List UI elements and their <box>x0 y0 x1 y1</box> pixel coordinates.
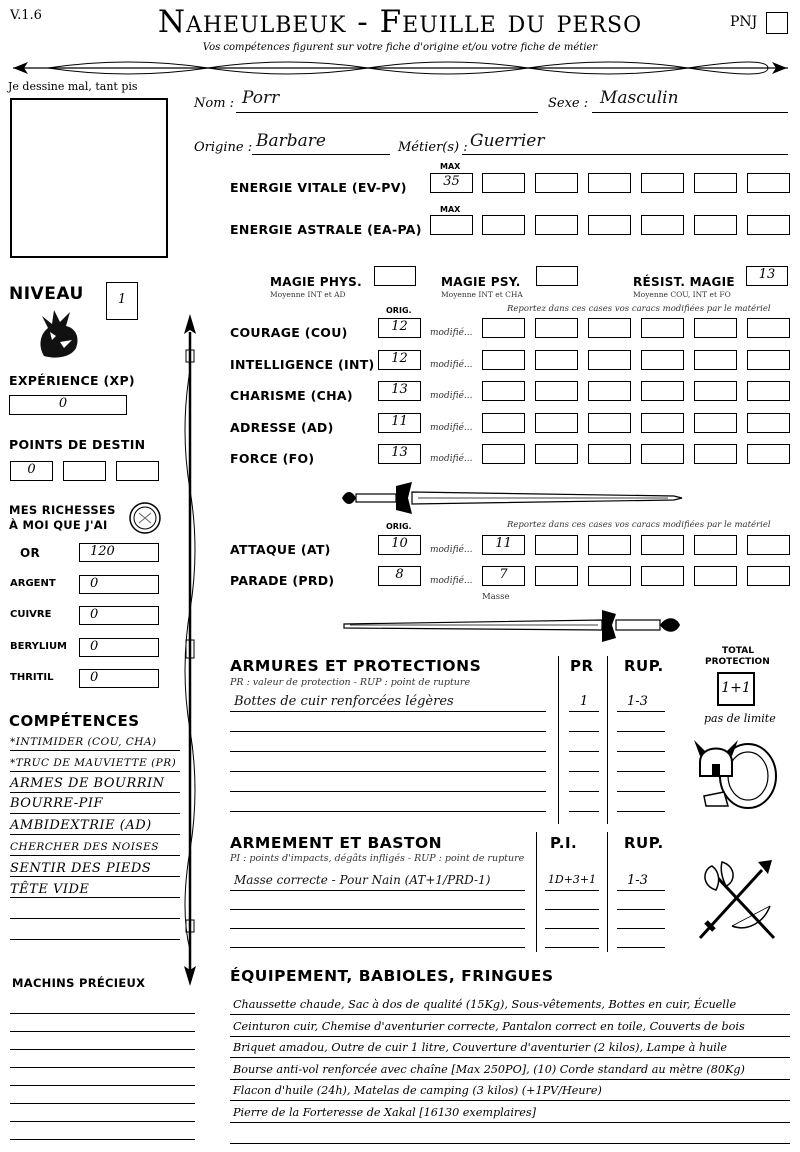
machin-line[interactable] <box>10 1013 195 1014</box>
ea-label: ENERGIE ASTRALE (EA-PA) <box>230 222 422 237</box>
ea-max-label: MAX <box>440 205 461 214</box>
competence-item[interactable]: BOURRE-PIF <box>10 796 104 811</box>
helmet-shield-icon <box>694 726 780 812</box>
metier-label: Métier(s) : <box>398 140 468 155</box>
carac-orig-value: 13 <box>391 445 408 460</box>
machins-label: MACHINS PRÉCIEUX <box>12 976 146 990</box>
machin-line[interactable] <box>10 1121 195 1122</box>
portrait-frame[interactable] <box>10 98 168 258</box>
experience-label: EXPÉRIENCE (XP) <box>9 373 135 388</box>
carac-orig-value: 12 <box>391 319 408 334</box>
armement-title: ARMEMENT ET BASTON <box>230 834 443 852</box>
at-mod-box[interactable] <box>588 535 631 555</box>
ea-track-box[interactable] <box>747 215 790 235</box>
richesse-label: ARGENT <box>10 577 56 589</box>
carac-mod-box[interactable] <box>482 350 525 370</box>
carac-mod-box[interactable] <box>535 413 578 433</box>
ea-track-box[interactable] <box>482 215 525 235</box>
carac-mod-box[interactable] <box>535 381 578 401</box>
carac-mod-box[interactable] <box>588 350 631 370</box>
richesse-value: 0 <box>90 670 99 685</box>
carac-mod-box[interactable] <box>535 350 578 370</box>
carac-mod-box[interactable] <box>747 381 790 401</box>
sexe-label: Sexe : <box>548 96 589 111</box>
ev-track-box[interactable] <box>588 173 631 193</box>
at-mod-box[interactable] <box>694 535 737 555</box>
carac-mod-box[interactable] <box>535 318 578 338</box>
niveau-value: 1 <box>117 292 127 307</box>
attaque-orig-value: 10 <box>391 536 408 551</box>
carac-modifie-label: modifié... <box>430 422 473 433</box>
carac-mod-box[interactable] <box>641 318 684 338</box>
destin-box[interactable] <box>63 461 106 481</box>
ev-track-box[interactable] <box>747 173 790 193</box>
richesses-label-1: MES RICHESSES <box>9 503 116 517</box>
sexe-value[interactable]: Masculin <box>600 88 679 108</box>
prd-mod-value: 7 <box>499 567 508 582</box>
machin-line[interactable] <box>10 1031 195 1032</box>
arme-rup[interactable]: 1-3 <box>627 873 648 888</box>
prd-mod-box[interactable] <box>694 566 737 586</box>
carac-mod-box[interactable] <box>747 350 790 370</box>
armures-legend: PR : valeur de protection - RUP : point de rupture <box>230 677 471 688</box>
machin-line[interactable] <box>10 1139 195 1140</box>
competence-item[interactable]: *INTIMIDER (COU, CHA) <box>10 736 157 748</box>
resist-magie-label: RÉSIST. MAGIE <box>633 275 735 289</box>
ea-track-box[interactable] <box>588 215 631 235</box>
parade-label: PARADE (PRD) <box>230 573 335 588</box>
ea-max-box[interactable] <box>430 215 473 235</box>
armement-col-rup: RUP. <box>624 834 664 852</box>
resist-magie-note: Moyenne COU, INT et FO <box>633 290 731 299</box>
carac-modifie-label: modifié... <box>430 391 473 401</box>
competence-item[interactable]: CHERCHER DES NOISES <box>10 841 159 853</box>
richesse-label: THRITIL <box>10 672 54 683</box>
carac-label: FORCE (FO) <box>230 451 315 466</box>
carac-label: CHARISME (CHA) <box>230 388 353 403</box>
carac-mod-box[interactable] <box>482 444 525 464</box>
ea-track-box[interactable] <box>535 215 578 235</box>
total-protection-note: pas de limite <box>704 712 776 725</box>
ev-max-value: 35 <box>443 174 460 189</box>
carac-mod-box[interactable] <box>588 444 631 464</box>
carac-orig-value: 11 <box>391 413 408 429</box>
arme-name[interactable]: Masse correcte - Pour Nain (AT+1/PRD-1) <box>234 873 491 887</box>
carac-orig-value: 13 <box>391 382 408 397</box>
sword-icon <box>338 480 684 516</box>
armures-col-pr: PR <box>570 657 594 675</box>
machin-line[interactable] <box>10 1103 195 1104</box>
origine-label: Origine : <box>194 140 253 155</box>
carac-mod-box[interactable] <box>641 413 684 433</box>
equipement-title: ÉQUIPEMENT, BABIOLES, FRINGUES <box>230 967 554 985</box>
arme-pi[interactable]: 1D+3+1 <box>547 873 597 886</box>
total-label-1: TOTAL <box>722 646 754 656</box>
prd-mod-box[interactable] <box>641 566 684 586</box>
sheet-title: Naheulbeuk - Feuille du perso <box>157 4 643 40</box>
magie-psy-label: MAGIE PSY. <box>441 275 521 289</box>
origine-value[interactable]: Barbare <box>256 131 326 151</box>
ea-track-box[interactable] <box>641 215 684 235</box>
richesse-label: BERYLIUM <box>10 640 68 652</box>
armement-legend: PI : points d'impacts, dégâts infligés - RUP : point de rupture <box>230 853 525 864</box>
prd-mod-box[interactable] <box>747 566 790 586</box>
carac-mod-box[interactable] <box>694 318 737 338</box>
pnj-checkbox[interactable] <box>766 12 788 34</box>
magie-phys-box[interactable] <box>374 266 416 286</box>
richesse-value: 0 <box>90 607 99 622</box>
prd-mod-box[interactable] <box>535 566 578 586</box>
carac-orig-value: 12 <box>391 350 408 366</box>
carac-mod-box[interactable] <box>588 413 631 433</box>
carac-label: COURAGE (COU) <box>230 325 348 340</box>
destin-box[interactable] <box>116 461 159 481</box>
ev-track-box[interactable] <box>535 173 578 193</box>
attaque-label: ATTAQUE (AT) <box>230 542 331 557</box>
richesse-value: 120 <box>90 544 115 559</box>
carac-mod-box[interactable] <box>747 318 790 338</box>
richesses-label-2: À MOI QUE J'AI <box>9 518 108 532</box>
destin-label: POINTS DE DESTIN <box>9 437 146 452</box>
magie-psy-box[interactable] <box>536 266 578 286</box>
ea-track-box[interactable] <box>694 215 737 235</box>
portrait-caption: Je dessine mal, tant pis <box>8 80 138 93</box>
armure-rup[interactable]: 1-3 <box>627 694 648 709</box>
at-mod-box[interactable] <box>641 535 684 555</box>
richesse-label: CUIVRE <box>10 609 52 620</box>
version-label: V.1.6 <box>10 8 42 23</box>
resist-magie-value: 13 <box>758 267 776 282</box>
crossed-weapons-icon <box>692 856 782 942</box>
armure-name[interactable]: Bottes de cuir renforcées légères <box>234 694 454 709</box>
equipement-line[interactable]: Briquet amadou, Outre de cuir 1 litre, Couverture d'aventurier (2 kilos), Lampe à huile <box>233 1041 728 1054</box>
sword-icon <box>340 606 684 644</box>
nom-label: Nom : <box>194 96 235 111</box>
combat-orig-label: ORIG. <box>386 522 412 531</box>
equipement-line[interactable]: Bourse anti-vol renforcée avec chaîne [Max 250PO], (10) Corde standard au mètre (80Kg) <box>233 1062 745 1076</box>
carac-mod-box[interactable] <box>641 350 684 370</box>
coin-icon <box>128 501 162 535</box>
carac-label: ADRESSE (AD) <box>230 419 334 435</box>
machin-line[interactable] <box>10 1085 195 1086</box>
combat-note: Reportez dans ces cases vos caracs modifiées par le matériel <box>507 520 771 530</box>
carac-label: INTELLIGENCE (INT) <box>230 356 375 372</box>
total-protection-value: 1+1 <box>721 680 751 696</box>
competence-item[interactable]: *TRUC DE MAUVIETTE (PR) <box>10 757 177 769</box>
attaque-modifie-label: modifié... <box>430 545 473 555</box>
competence-item[interactable]: ARMES DE BOURRIN <box>10 776 165 791</box>
carac-mod-box[interactable] <box>694 413 737 433</box>
at-mod-box[interactable] <box>747 535 790 555</box>
carac-mod-box[interactable] <box>482 318 525 338</box>
destin-value: 0 <box>27 462 36 477</box>
pnj-label: PNJ <box>730 14 758 30</box>
ornament-divider-icon <box>8 56 792 80</box>
nom-value[interactable]: Porr <box>242 88 280 108</box>
armures-col-rup: RUP. <box>624 657 664 675</box>
equipement-line[interactable]: Ceinturon cuir, Chemise d'aventurier correcte, Pantalon correct en toile, Couverts de bois <box>233 1019 745 1033</box>
niveau-label: NIVEAU <box>9 284 84 304</box>
carac-mod-box[interactable] <box>482 413 525 433</box>
caracs-orig-label: ORIG. <box>386 306 412 315</box>
carac-mod-box[interactable] <box>694 350 737 370</box>
carac-mod-box[interactable] <box>482 381 525 401</box>
carac-mod-box[interactable] <box>588 318 631 338</box>
spear-icon <box>178 310 202 990</box>
magie-psy-note: Moyenne INT et CHA <box>441 290 523 299</box>
ev-track-box[interactable] <box>641 173 684 193</box>
ev-label: ENERGIE VITALE (EV-PV) <box>230 180 407 195</box>
richesse-label: OR <box>20 546 41 560</box>
armures-title: ARMURES ET PROTECTIONS <box>230 657 482 675</box>
richesse-value: 0 <box>90 575 99 591</box>
dragon-icon <box>34 306 82 360</box>
competence-item[interactable]: AMBIDEXTRIE (AD) <box>10 818 152 833</box>
magie-phys-note: Moyenne INT et AD <box>270 290 346 299</box>
carac-modifie-label: modifié... <box>430 454 473 464</box>
magie-phys-label: MAGIE PHYS. <box>270 275 362 289</box>
carac-modifie-label: modifié... <box>430 328 473 338</box>
competence-item[interactable]: TÊTE VIDE <box>10 882 90 897</box>
armement-col-pi: P.I. <box>550 834 578 852</box>
carac-modifie-label: modifié... <box>430 359 473 370</box>
carac-mod-box[interactable] <box>694 444 737 464</box>
machin-line[interactable] <box>10 1067 195 1068</box>
total-label-2: PROTECTION <box>705 657 770 667</box>
competence-item[interactable]: SENTIR DES PIEDS <box>10 861 152 876</box>
sheet-subtitle: Vos compétences figurent sur votre fiche d'origine et/ou votre fiche de métier <box>202 42 598 53</box>
at-mod-value: 11 <box>495 536 512 551</box>
metier-value[interactable]: Guerrier <box>470 131 545 151</box>
competences-label: COMPÉTENCES <box>9 712 140 730</box>
caracs-note: Reportez dans ces cases vos caracs modifiées par le matériel <box>507 304 771 314</box>
carac-mod-box[interactable] <box>747 413 790 433</box>
at-mod-box[interactable] <box>535 535 578 555</box>
carac-mod-box[interactable] <box>588 381 631 401</box>
ev-max-label: MAX <box>440 162 461 171</box>
ev-track-box[interactable] <box>482 173 525 193</box>
carac-mod-box[interactable] <box>535 444 578 464</box>
equipement-line[interactable]: Flacon d'huile (24h), Matelas de camping (3 kilos) (+1PV/Heure) <box>233 1084 602 1097</box>
parade-orig-value: 8 <box>395 567 404 582</box>
parade-modifie-label: modifié... <box>430 576 473 586</box>
equipement-line[interactable]: Pierre de la Forteresse de Xakal [16130 exemplaires] <box>233 1105 537 1119</box>
ev-track-box[interactable] <box>694 173 737 193</box>
machin-line[interactable] <box>10 1049 195 1050</box>
carac-mod-box[interactable] <box>694 381 737 401</box>
carac-mod-box[interactable] <box>747 444 790 464</box>
armure-pr[interactable]: 1 <box>579 694 589 709</box>
carac-mod-box[interactable] <box>641 381 684 401</box>
experience-value: 0 <box>58 396 68 411</box>
carac-mod-box[interactable] <box>641 444 684 464</box>
equipement-line[interactable]: Chaussette chaude, Sac à dos de qualité (15Kg), Sous-vêtements, Bottes en cuir, Écuelle <box>233 998 737 1011</box>
prd-mod-box[interactable] <box>588 566 631 586</box>
combat-mod-note: Masse <box>482 592 510 602</box>
richesse-value: 0 <box>90 638 99 654</box>
